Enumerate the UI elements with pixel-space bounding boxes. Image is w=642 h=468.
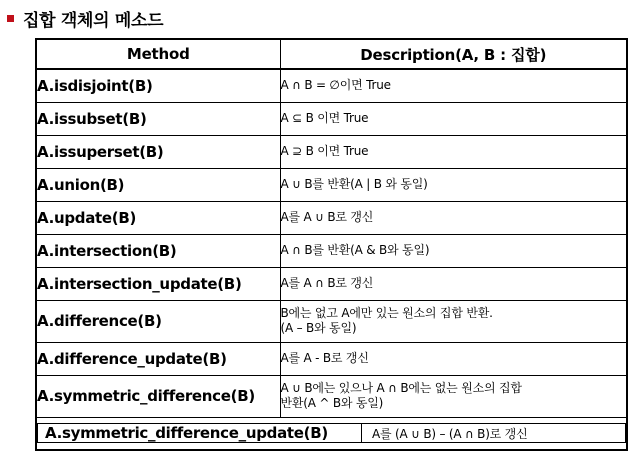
table-row [36, 300, 627, 342]
method-description: A를 (A ∪ B) – (A ∩ B)로 갱신 [362, 424, 626, 443]
method-name: A.intersection(B) [36, 234, 280, 267]
table-row [36, 342, 627, 375]
merged-row-table [37, 423, 626, 443]
method-name: A.isdisjoint(B) [36, 69, 280, 102]
table-header-row [36, 39, 627, 69]
description-line: A ∪ B에는 있으나 A ∩ B에는 없는 원소의 집합 [280, 381, 522, 395]
method-description: A를 A ∪ B로 갱신 [280, 201, 627, 234]
table-row [36, 135, 627, 168]
method-name: A.update(B) [36, 201, 280, 234]
method-description: A를 A ∩ B로 갱신 [280, 267, 627, 300]
table-row [36, 375, 627, 417]
table-row [36, 69, 627, 102]
method-name: A.union(B) [36, 168, 280, 201]
description-line: B에는 없고 A에만 있는 원소의 집합 반환. [280, 306, 493, 320]
method-description: A ⊆ B 이면 True [280, 102, 627, 135]
method-description: A ∩ B를 반환(A & B와 동일) [280, 234, 627, 267]
method-description: A ⊇ B 이면 True [280, 135, 627, 168]
heading-text: 집합 객체의 메소드 [23, 11, 164, 31]
square-bullet-icon [7, 15, 14, 22]
method-description: A ∪ B를 반환(A | B 와 동일) [280, 168, 627, 201]
method-name: A.symmetric_difference_update(B) [38, 424, 362, 443]
table-row [36, 201, 627, 234]
table-row [36, 417, 627, 450]
method-name: A.difference(B) [36, 300, 280, 342]
set-methods-table [35, 38, 628, 451]
description-line: 반환(A ^ B와 동일) [280, 396, 384, 410]
description-line: (A – B와 동일) [280, 321, 357, 335]
method-name: A.difference_update(B) [36, 342, 280, 375]
table-row [36, 234, 627, 267]
section-heading [7, 6, 163, 31]
merged-row-cell [36, 417, 627, 450]
description-column-header: Description(A, B : 집합) [280, 39, 627, 69]
table-row [36, 267, 627, 300]
method-description [280, 375, 627, 417]
method-name: A.symmetric_difference(B) [36, 375, 280, 417]
method-column-header: Method [36, 39, 280, 69]
method-name: A.issubset(B) [36, 102, 280, 135]
method-description [280, 300, 627, 342]
method-name: A.intersection_update(B) [36, 267, 280, 300]
table-row [36, 102, 627, 135]
table-row [36, 168, 627, 201]
method-description: A를 A - B로 갱신 [280, 342, 627, 375]
method-description: A ∩ B = ∅이면 True [280, 69, 627, 102]
method-name: A.issuperset(B) [36, 135, 280, 168]
